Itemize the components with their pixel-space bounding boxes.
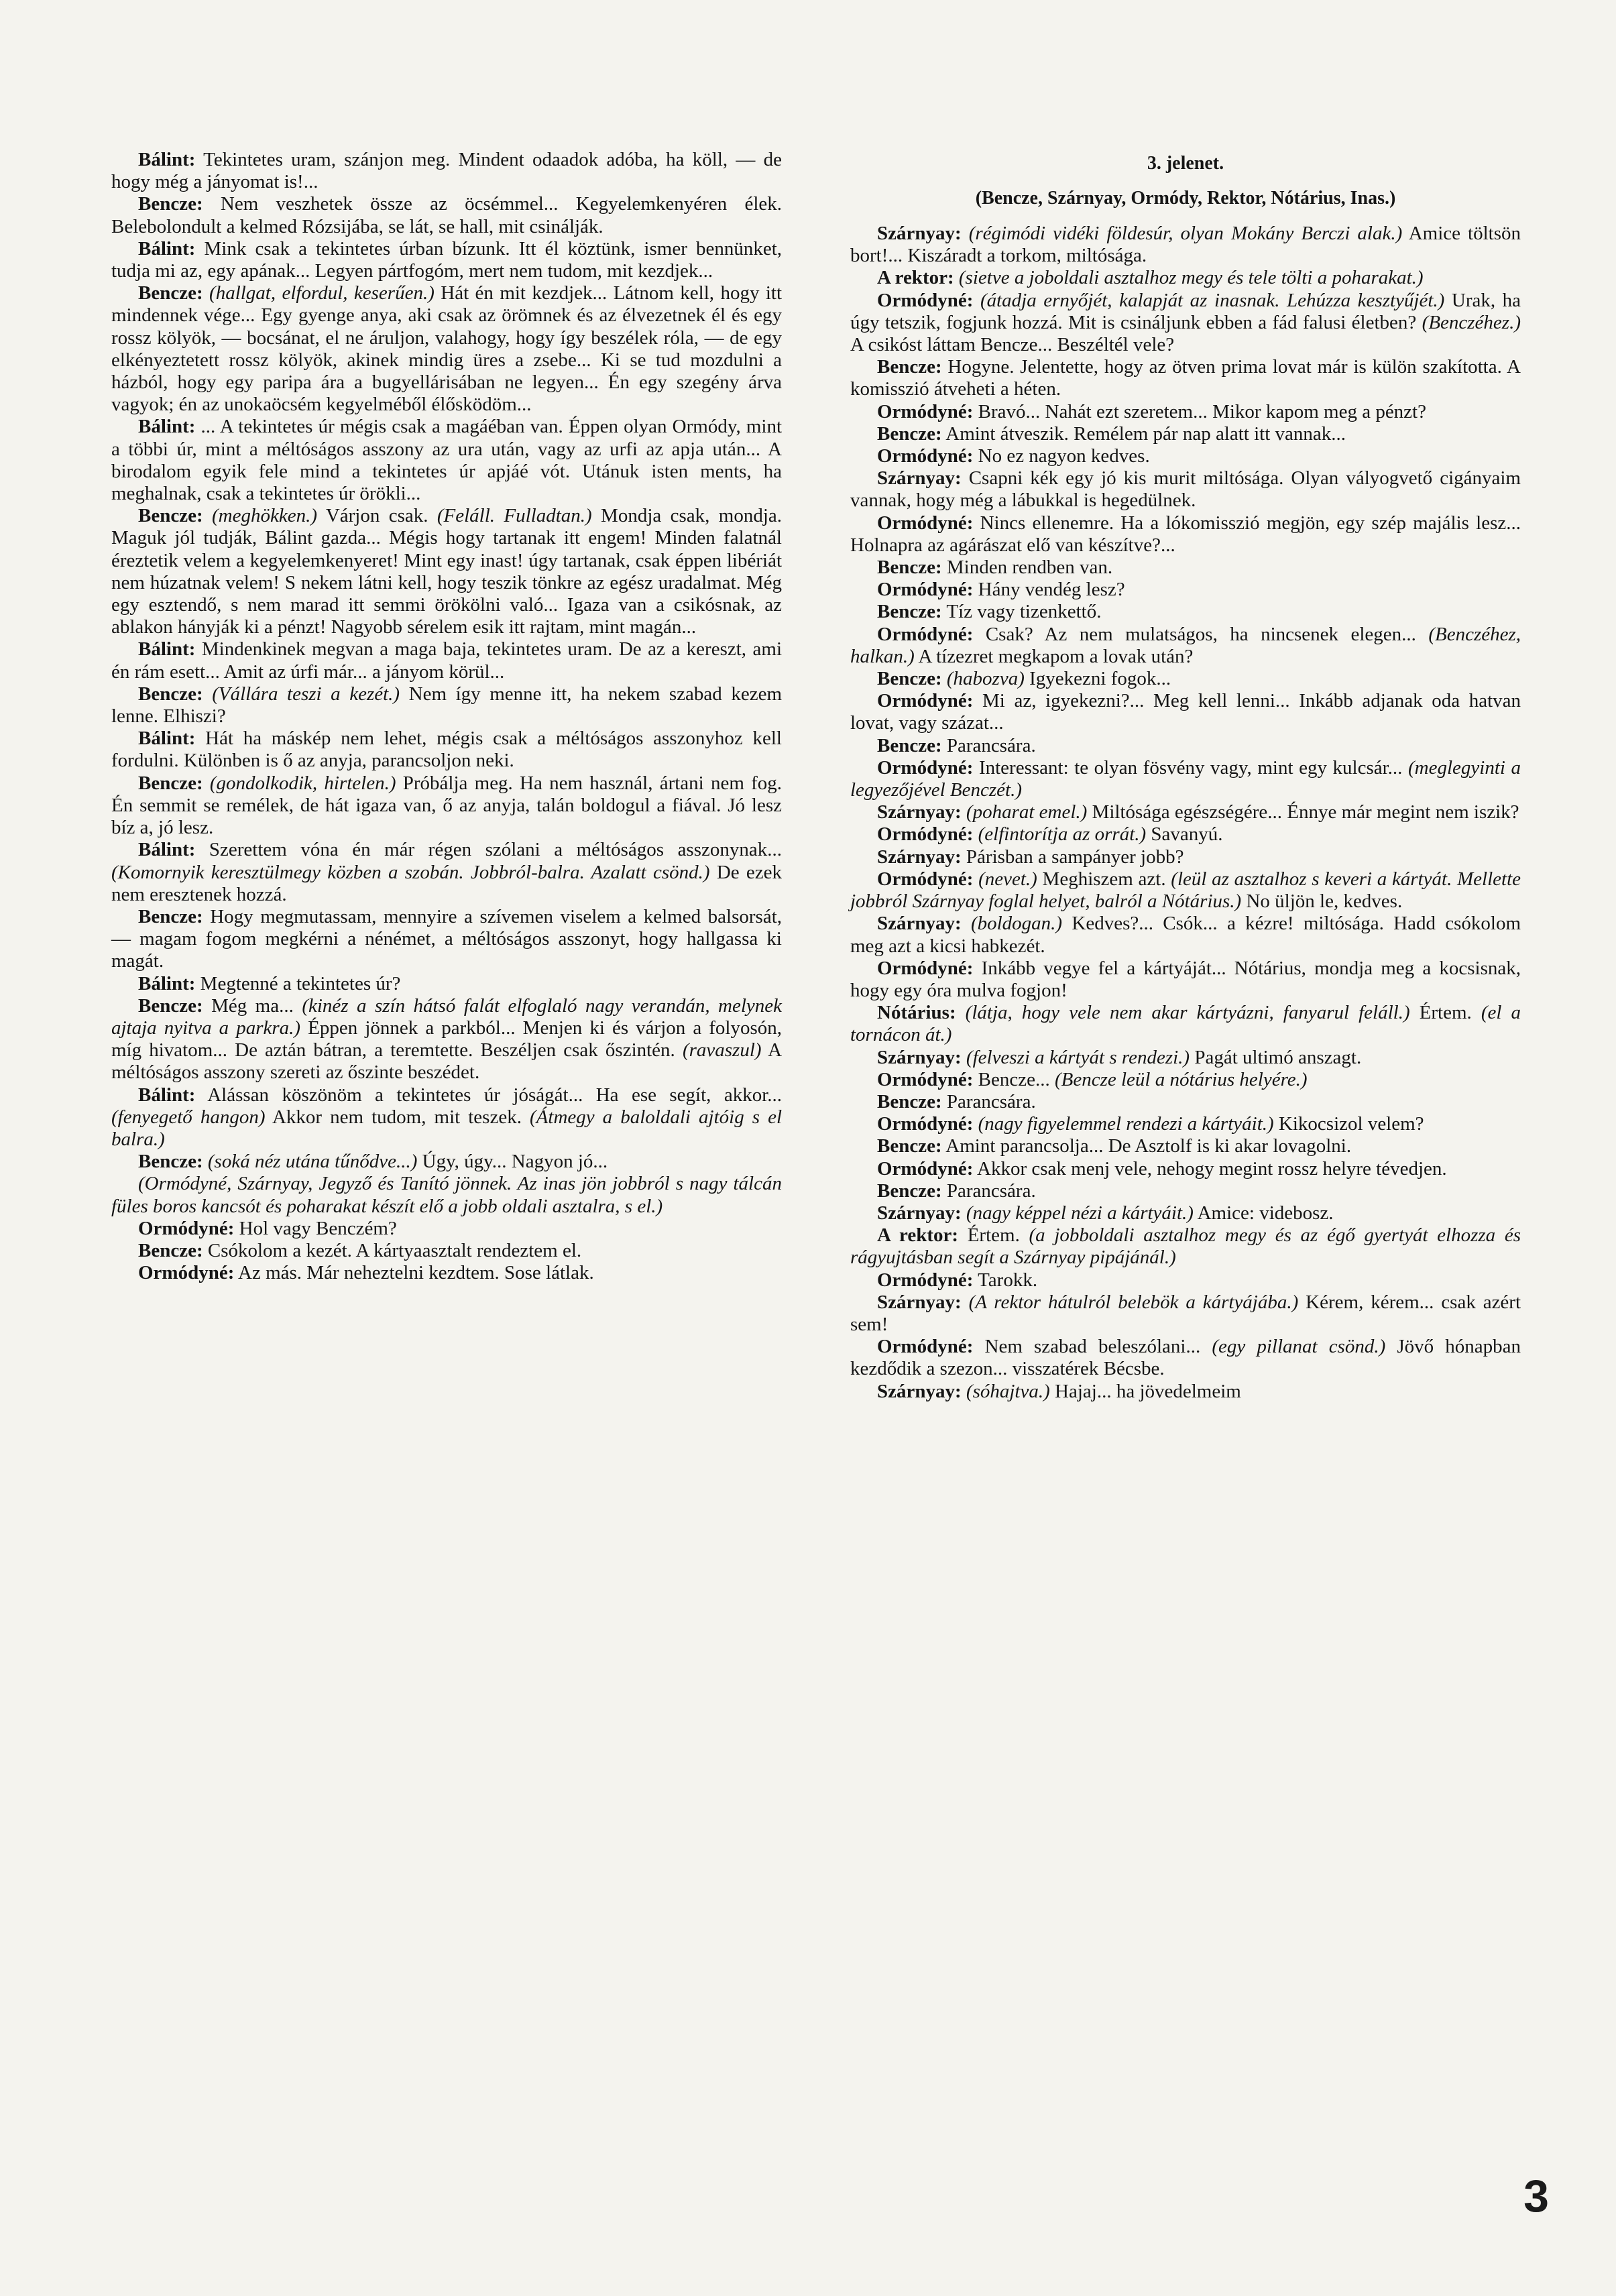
dialogue-line: Ormódyné: Hány vendég lesz? (877, 579, 1125, 601)
dialogue-line: Bencze: Még ma... (kinéz a szín hátsó falát elfoglaló nagy verandán, melynek ajtaja nyitva a parkra.) Éppen jönnek a parkból... Menjen ki és várjon a folyosón, míg hivatom... De aztán bátran, a teremtette. Beszéljen csak őszintén. (ravaszul) A méltóságos asszony szereti az őszinte beszédet. (111, 994, 783, 1084)
dialogue-line: Bencze: Tíz vagy tizenkettő. (877, 601, 1102, 623)
dialogue-line: Ormódyné: Csak? Az nem mulatságos, ha nincsenek elegen... (Benczéhez, halkan.) A tízezret megkapom a lovak után? (850, 623, 1521, 667)
dialogue-line: Bálint: Tekintetes uram, szánjon meg. Mindent odaadok adóba, ha köll, — de hogy még a jányomat is!... (111, 149, 782, 193)
dialogue-line: Szárnyay: (nagy képpel nézi a kártyáit.) Amice: videbosz. (877, 1202, 1334, 1224)
dialogue-line: Bálint: Alássan köszönöm a tekintetes úr jóságát... Ha ese segít, akkor... (fenyegető hangon) Akkor nem tudom, mit teszek. (Átmegy a baloldali ajtóig s el balra.) (111, 1084, 783, 1150)
dialogue-line: Bencze: Hogy megmutassam, mennyire a szívemen viselem a kelmed balsorsát, — magam fogom megkérni a nénémet, a méltóságos asszonyt, hogy hallgassa ki magát. (111, 905, 783, 972)
dialogue-line: Nótárius: (látja, hogy vele nem akar kártyázni, fanyarul feláll.) Értem. (el a tornácon át.) (850, 1002, 1521, 1046)
dialogue-line: Szárnyay: Párisban a sampányer jobb? (877, 846, 1184, 868)
right-column (850, 152, 1521, 1403)
dialogue-line: Bálint: Mink csak a tekintetes úrban bízunk. Itt él köztünk, ismer bennünket, tudja mi az, egy apának... Legyen pártfogóm, mert nem tudom, mit kezdjek... (111, 237, 783, 282)
dialogue-line: Szárnyay: (régimódi vidéki földesúr, olyan Mokány Berczi alak.) Amice töltsön bort!... Kiszáradt a torkom, miltósága. (850, 223, 1521, 267)
dialogue-line: Bencze: (soká néz utána tűnődve...) Úgy, úgy... Nagyon jó... (138, 1151, 608, 1173)
dialogue-line: Bencze: (gondolkodik, hirtelen.) Próbálja meg. Ha nem használ, ártani nem fog. Én semmit se remélek, de hát igaza van, ő az anyja, talán boldogul a fiával. Jó lesz bíz a, jó lesz. (111, 772, 783, 839)
dialogue-line: A rektor: (sietve a joboldali asztalhoz megy és tele tölti a poharakat.) (877, 267, 1424, 289)
dialogue-line: Bálint: Szerettem vóna én már régen szólani a méltóságos asszonynak... (Komornyik keresztülmegy közben a szobán. Jobbról-balra. Azalatt csönd.) De ezek nem eresztenek hozzá. (111, 839, 783, 905)
page-number: 3 (1523, 2171, 1549, 2222)
dialogue-line: Bencze: Parancsára. (877, 1090, 1036, 1112)
dialogue-line: Bencze: Amint átveszik. Remélem pár nap alatt itt vannak... (877, 422, 1346, 445)
dialogue-line: Ormódyné: Tarokk. (877, 1269, 1038, 1291)
dialogue-line: Ormódyné: (átadja ernyőjét, kalapját az inasnak. Lehúzza kesztyűjét.) Urak, ha úgy tetszik, fogjunk hozzá. Mit is csináljunk ebben a fád falusi életben? (Benczéhez.) A csikóst láttam Bencze... Beszéltél vele? (850, 289, 1521, 356)
dialogue-line: Bencze: Csókolom a kezét. A kártyaasztalt rendeztem el. (138, 1239, 582, 1261)
stage-direction: (Ormódyné, Szárnyay, Jegyző és Tanító jönnek. Az inas jön jobbról s nagy tálcán füles boros kancsót és poharakat készít elő a jobb oldali asztalra, s el.) (111, 1173, 782, 1217)
scene-cast: (Bencze, Szárnyay, Ormódy, Rektor, Nótárius, Inas.) (975, 188, 1396, 209)
left-column (111, 149, 782, 1284)
dialogue-line: Ormódyné: Interessant: te olyan fösvény vagy, mint egy kulcsár... (meglegyinti a legyezőjével Benczét.) (850, 756, 1521, 801)
dialogue-line: Ormódyné: Bencze... (Bencze leül a nótárius helyére.) (877, 1068, 1308, 1090)
dialogue-line: Ormódyné: Mi az, igyekezni?... Meg kell lenni... Inkább adjanak oda hatvan lovat, vagy százat... (850, 690, 1521, 734)
dialogue-line: Ormódyné: (nagy figyelemmel rendezi a kártyáit.) Kikocsizol velem? (877, 1113, 1424, 1135)
dialogue-line: Ormódyné: Akkor csak menj vele, nehogy megint rossz helyre tévedjen. (877, 1157, 1447, 1180)
dialogue-line: Ormódyné: Bravó... Nahát ezt szeretem... Mikor kapom meg a pénzt? (877, 400, 1426, 422)
dialogue-line: Ormódyné: Nem szabad beleszólani... (egy pillanat csönd.) Jövő hónapban kezdődik a szezon... visszatérek Bécsbe. (850, 1336, 1521, 1380)
dialogue-line: A rektor: Értem. (a jobboldali asztalhoz megy és az égő gyertyát elhozza és rágyujtásban segít a Szárnyay pipájánál.) (850, 1224, 1521, 1269)
dialogue-line: Szárnyay: (boldogan.) Kedves?... Csók... a kézre! miltósága. Hadd csókolom meg azt a kicsi habkezét. (850, 913, 1521, 957)
dialogue-line: Szárnyay: (felveszi a kártyát s rendezi.) Pagát ultimó anszagt. (877, 1046, 1362, 1068)
dialogue-line: Bálint: Mindenkinek megvan a maga baja, tekintetes uram. De az a kereszt, ami én rám esett... Amit az úrfi már... a jányom körül... (111, 638, 782, 683)
dialogue-line: Bencze: Parancsára. (877, 734, 1036, 756)
dialogue-line: Szárnyay: (A rektor hátulról belebök a kártyájába.) Kérem, kérem... csak azért sem! (850, 1291, 1521, 1335)
dialogue-line: Bálint: Hát ha máskép nem lehet, mégis csak a méltóságos asszonyhoz kell fordulni. Különben is ő az anyja, parancsoljon neki. (111, 728, 782, 772)
dialogue-line: Bencze: (Vállára teszi a kezét.) Nem így menne itt, ha nekem szabad kezem lenne. Elhiszi? (111, 683, 783, 728)
dialogue-line: Szárnyay: (poharat emel.) Miltósága egészségére... Énnye már megint nem iszik? (877, 801, 1519, 823)
dialogue-line: Bencze: (meghökken.) Várjon csak. (Feláll. Fulladtan.) Mondja csak, mondja. Maguk jól tudják, Bálint gazda... Mégis hogy tartanak itt engem! Minden falatnál éreztetik velem a kegyelemkenyeret! Mint egy inast! úgy tartanak, csak éppen libériát nem húzatnak velem! S nekem látni kell, hogy teszik tönkre az egész uradalmat. Még egy esztendő, s nem marad itt semmi örökölni való... Igaza van a csikósnak, az ablakon hányják ki a pénzt! Nagyobb sérelem esik itt rajtam, mint magán... (111, 505, 782, 638)
dialogue-line: Ormódyné: Hol vagy Benczém? (138, 1217, 397, 1239)
dialogue-line: Szárnyay: (sóhajtva.) Hajaj... ha jövedelmeim (877, 1380, 1241, 1402)
dialogue-line: Bencze: Hogyne. Jelentette, hogy az ötven prima lovat már is külön szakította. A komisszió átveheti a héten. (850, 356, 1521, 400)
dialogue-line: Bálint: Megtenné a tekintetes úr? (138, 972, 401, 994)
dialogue-line: Bálint: ... A tekintetes úr mégis csak a magáéban van. Éppen olyan Ormódy, mint a többi úr, mint a méltóságos asszony az ura után, vagy az urfi az apja után... A birodalom egyik fele mind a tekintetes úr apjáé vót. Utánuk isten ments, ha meghalnak, csak a tekintetes úr örökli... (111, 416, 783, 505)
dialogue-line: Bencze: (hallgat, elfordul, keserűen.) Hát én mit kezdjek... Látnom kell, hogy itt mindennek vége... Egy gyenge anya, aki csak az örömnek és az élvezetnek él és egy rossz kölyök, — bocsánat, el ne áruljon, valahogy, hogy így beszélek róla, — de egy elkényeztetett rossz kölyök, akinek mindig üres a zsebe... Ki se tud mozdulni a házból, hogy egy paripa ára a bugyellárisában ne legyen... Én egy szegény árva vagyok; én az unokaöcsém kegyelméből élősködöm... (111, 282, 783, 416)
dialogue-line: Bencze: Minden rendben van. (877, 557, 1113, 579)
scene-title: 3. jelenet. (1147, 153, 1224, 174)
dialogue-line: Ormódyné: No ez nagyon kedves. (877, 445, 1150, 467)
dialogue-line: Szárnyay: Csapni kék egy jó kis murit miltósága. Olyan vályogvető cigányaim vannak, hogy még a lábukkal is hegedülnek. (850, 467, 1521, 512)
dialogue-line: Bencze: Amint parancsolja... De Asztolf is ki akar lovagolni. (877, 1135, 1352, 1157)
dialogue-line: Ormódyné: Az más. Már neheztelni kezdtem. Sose látlak. (138, 1262, 594, 1284)
dialogue-line: Ormódyné: (elfintorítja az orrát.) Savanyú. (877, 823, 1223, 846)
dialogue-line: Bencze: (habozva) Igyekezni fogok... (877, 668, 1171, 690)
dialogue-line: Ormódyné: (nevet.) Meghiszem azt. (leül az asztalhoz s keveri a kártyát. Mellette jobbról Szárnyay foglal helyet, balról a Nótárius.) No üljön le, kedves. (850, 868, 1521, 913)
dialogue-line: Ormódyné: Nincs ellenemre. Ha a lókomisszió megjön, egy szép majális lesz... Holnapra az agárászat elő van készítve?... (850, 512, 1521, 556)
dialogue-line: Ormódyné: Inkább vegye fel a kártyáját... Nótárius, mondja meg a kocsisnak, hogy egy óra mulva fogjon! (850, 957, 1521, 1001)
dialogue-line: Bencze: Parancsára. (877, 1180, 1036, 1202)
dialogue-line: Bencze: Nem veszhetek össze az öcsémmel... Kegyelemkenyéren élek. Belebolondult a kelmed Rózsijába, se lát, se hall, mit csinálják. (111, 193, 783, 237)
